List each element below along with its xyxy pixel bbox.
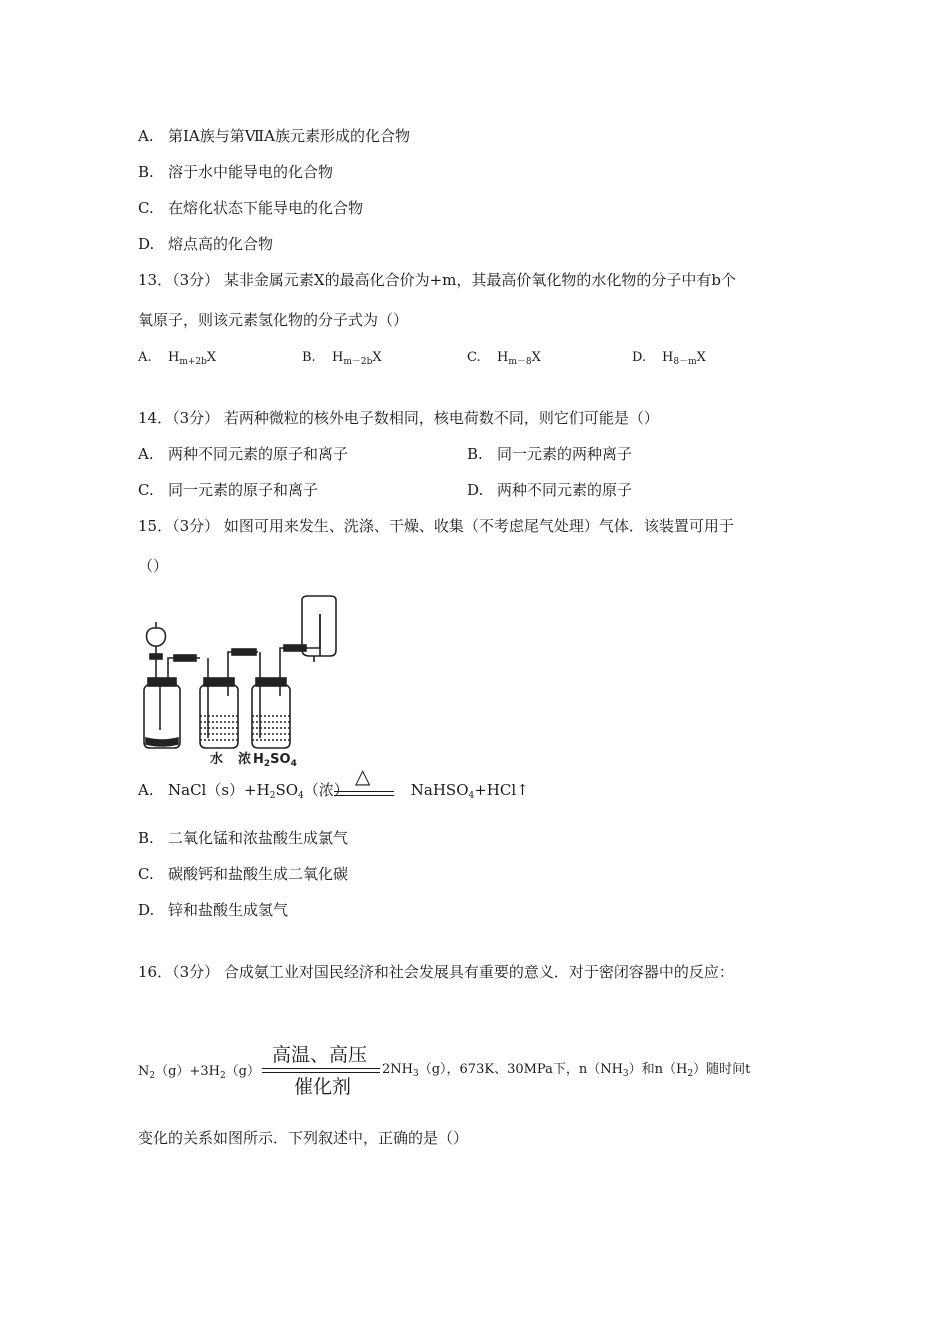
q14-option-b xyxy=(467,444,632,464)
q14-option-d xyxy=(467,480,632,500)
q15-option-a xyxy=(138,780,529,806)
option-text: 熔点高的化合物 xyxy=(168,235,274,253)
heat-symbol: △ xyxy=(355,764,371,788)
q12-option-b xyxy=(138,162,333,182)
q12-option-a xyxy=(138,126,410,146)
formula-x: X xyxy=(531,350,541,365)
option-letter: B. xyxy=(138,829,154,847)
reaction-line xyxy=(262,1068,380,1069)
q14-option-a xyxy=(138,444,348,464)
formula-x: X xyxy=(696,350,706,365)
funnel-bulb xyxy=(147,628,166,646)
option-letter: A. xyxy=(138,781,154,799)
option-letter: D. xyxy=(467,481,484,499)
formula-subscript: m－2b xyxy=(343,357,373,367)
option-text: 溶于水中能导电的化合物 xyxy=(168,163,334,181)
option-text: 锌和盐酸生成氢气 xyxy=(168,901,289,919)
formula-h: H xyxy=(332,350,344,365)
q13-stem-line2: 氧原子，则该元素氢化物的分子式为（） xyxy=(138,311,409,329)
option-text: 同一元素的原子和离子 xyxy=(168,481,319,499)
q14-option-c xyxy=(138,480,318,500)
q14-stem: 14．（3分） 若两种微粒的核外电子数相同，核电荷数不同，则它们可能是（） xyxy=(138,409,659,427)
formula-h: H xyxy=(662,350,674,365)
q16-stem-line3: 变化的关系如图所示．下列叙述中，正确的是（） xyxy=(138,1129,469,1147)
option-letter: C. xyxy=(138,199,154,217)
equation-part: 2NH xyxy=(382,1062,413,1077)
label-conc-h2so4: 浓 $H_2SO_4$ xyxy=(238,752,297,767)
option-letter: D. xyxy=(138,235,155,253)
q15-option-d xyxy=(138,900,288,920)
formula-x: X xyxy=(372,350,382,365)
subscript: 2 xyxy=(219,1071,226,1081)
option-text: 碳酸钙和盐酸生成二氧化碳 xyxy=(168,865,349,883)
option-text: 二氧化锰和浓盐酸生成氯气 xyxy=(168,829,349,847)
option-text: 两种不同元素的原子 xyxy=(497,481,633,499)
q16-equation-right xyxy=(382,1060,750,1084)
equation-part: （浓） xyxy=(303,781,349,799)
option-letter: B. xyxy=(138,163,154,181)
formula-subscript: m－8 xyxy=(508,357,532,367)
subscript: 4 xyxy=(298,791,304,801)
option-text: 在熔化状态下能导电的化合物 xyxy=(168,199,364,217)
q13-stem-line1: 13．（3分） 某非金属元素X的最高化合价为+m，其最高价氧化物的水化物的分子中有b个 xyxy=(138,271,736,289)
q15-option-c xyxy=(138,864,348,884)
subscript: 4 xyxy=(468,791,475,801)
q15-stem-line1: 15．（3分） 如图可用来发生、洗涤、干燥、收集（不考虑尾气处理）气体．该装置可用于 xyxy=(138,517,734,535)
formula-subscript: 8－m xyxy=(673,357,697,367)
label-water: 水 xyxy=(210,752,224,767)
option-letter: C. xyxy=(138,481,154,499)
equation-part: ）随时间t xyxy=(693,1062,751,1077)
equation-part: SO xyxy=(275,781,299,799)
q12-option-c xyxy=(138,198,363,218)
option-letter: C. xyxy=(467,350,481,365)
subscript: 2 xyxy=(687,1069,694,1079)
formula-h: H xyxy=(168,350,180,365)
reaction-line xyxy=(334,791,394,792)
formula-subscript: m+2b xyxy=(179,357,207,367)
option-letter: B. xyxy=(302,350,316,365)
option-text: 第ⅠA族与第ⅦA族元素形成的化合物 xyxy=(168,127,410,145)
option-text: 同一元素的两种离子 xyxy=(497,445,633,463)
collecting-bottle xyxy=(302,596,336,656)
equation-part: N xyxy=(138,1064,150,1079)
q13-option-d xyxy=(632,348,706,372)
q15-stem-line2: （） xyxy=(138,557,169,575)
equation-part: +HCl↑ xyxy=(474,781,529,799)
equation-part: （g） xyxy=(225,1064,260,1079)
q16-equation xyxy=(138,1060,260,1086)
condition-top: 高温、高压 xyxy=(272,1044,368,1066)
option-letter: A. xyxy=(138,445,154,463)
subscript: 2 xyxy=(269,791,276,801)
formula-h: H xyxy=(497,350,509,365)
condition-bottom: 催化剂 xyxy=(294,1076,352,1098)
option-letter: D. xyxy=(138,901,155,919)
gas-apparatus-figure xyxy=(134,592,354,767)
equation-part: NaHSO xyxy=(410,781,469,799)
equation-part: NaCl（s）+H xyxy=(168,781,270,799)
q15-option-b xyxy=(138,828,348,848)
formula-x: X xyxy=(206,350,217,365)
option-letter: D. xyxy=(632,350,647,365)
equation-part: （g）+3H xyxy=(155,1064,220,1079)
subscript: 3 xyxy=(412,1069,419,1079)
q12-option-d xyxy=(138,234,273,254)
option-text: 两种不同元素的原子和离子 xyxy=(168,445,349,463)
equation-part: ）和n（H xyxy=(628,1062,688,1077)
reaction-line xyxy=(334,795,394,796)
option-letter: A. xyxy=(138,127,154,145)
option-letter: B. xyxy=(467,445,483,463)
q13-option-c xyxy=(467,348,541,372)
option-letter: C. xyxy=(138,865,154,883)
equation-part: （g），673K、30MPa下，n（NH xyxy=(418,1062,623,1077)
q13-option-a xyxy=(138,348,216,372)
q16-stem: 16．（3分） 合成氨工业对国民经济和社会发展具有重要的意义．对于密闭容器中的反应： xyxy=(138,963,734,981)
subscript: 3 xyxy=(622,1069,629,1079)
subscript: 2 xyxy=(149,1071,156,1081)
q13-option-b xyxy=(302,348,382,372)
option-letter: A. xyxy=(138,350,152,365)
